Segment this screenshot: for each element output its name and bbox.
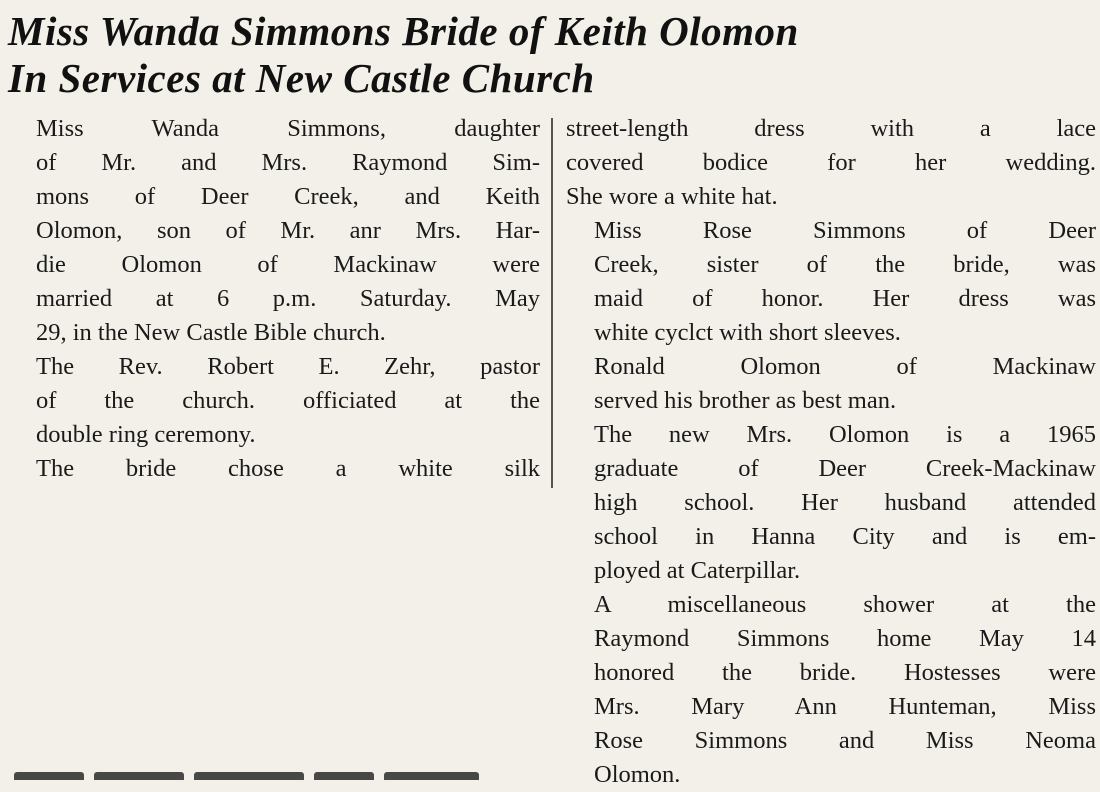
paragraph-bride-dress <box>8 452 540 486</box>
headline-line-1: Miss Wanda Simmons Bride of Keith Olomon <box>8 8 799 54</box>
text-line: mons of Deer Creek, and Keith <box>36 183 540 210</box>
text-line: honored the bride. Hostesses were <box>594 659 1096 686</box>
text-line: Rose Simmons and Miss Neoma <box>594 727 1096 754</box>
text-line: die Olomon of Mackinaw were <box>36 251 540 278</box>
paragraph-officiant <box>8 350 540 452</box>
text-line: ployed at Caterpillar. <box>594 557 801 584</box>
text-line: Ronald Olomon of Mackinaw <box>594 353 1096 380</box>
text-line: married at 6 p.m. Saturday. May <box>36 285 540 312</box>
cut-off-next-article-text <box>14 766 534 780</box>
text-line: served his brother as best man. <box>594 387 897 414</box>
text-line: Olomon. <box>594 761 681 788</box>
text-line: high school. Her husband attended <box>594 489 1096 516</box>
column-divider <box>551 118 553 488</box>
headline <box>8 8 1093 102</box>
text-line: A miscellaneous shower at the <box>594 591 1096 618</box>
paragraph-wedding-announcement <box>8 112 540 350</box>
text-line: The bride chose a white silk <box>36 455 540 482</box>
text-line: maid of honor. Her dress was <box>594 285 1096 312</box>
text-line: She wore a white hat. <box>566 183 778 210</box>
text-line: The new Mrs. Olomon is a 1965 <box>594 421 1096 448</box>
paragraph-maid-of-honor <box>566 214 1096 350</box>
text-line: of the church. officiated at the <box>36 387 540 414</box>
text-line: Olomon, son of Mr. anr Mrs. Har- <box>36 217 540 244</box>
text-line: graduate of Deer Creek-Mackinaw <box>594 455 1096 482</box>
text-line: Creek, sister of the bride, was <box>594 251 1096 278</box>
text-line: covered bodice for her wedding. <box>566 149 1096 176</box>
article-column-right <box>566 112 1096 792</box>
text-line: Miss Wanda Simmons, daughter <box>36 115 540 142</box>
text-line: double ring ceremony. <box>36 421 256 448</box>
text-line: white cyclct with short sleeves. <box>594 319 901 346</box>
text-line: school in Hanna City and is em- <box>594 523 1096 550</box>
text-line: Mrs. Mary Ann Hunteman, Miss <box>594 693 1096 720</box>
headline-line-2: In Services at New Castle Church <box>8 55 595 101</box>
text-line: Miss Rose Simmons of Deer <box>594 217 1096 244</box>
text-line: The Rev. Robert E. Zehr, pastor <box>36 353 540 380</box>
paragraph-shower <box>566 588 1096 792</box>
text-line: of Mr. and Mrs. Raymond Sim- <box>36 149 540 176</box>
text-line: Raymond Simmons home May 14 <box>594 625 1096 652</box>
article-column-left <box>8 112 540 486</box>
text-line: street-length dress with a lace <box>566 115 1096 142</box>
paragraph-couple-background <box>566 418 1096 588</box>
text-line: 29, in the New Castle Bible church. <box>36 319 386 346</box>
paragraph-best-man <box>566 350 1096 418</box>
paragraph-bride-dress-continued <box>566 112 1096 214</box>
